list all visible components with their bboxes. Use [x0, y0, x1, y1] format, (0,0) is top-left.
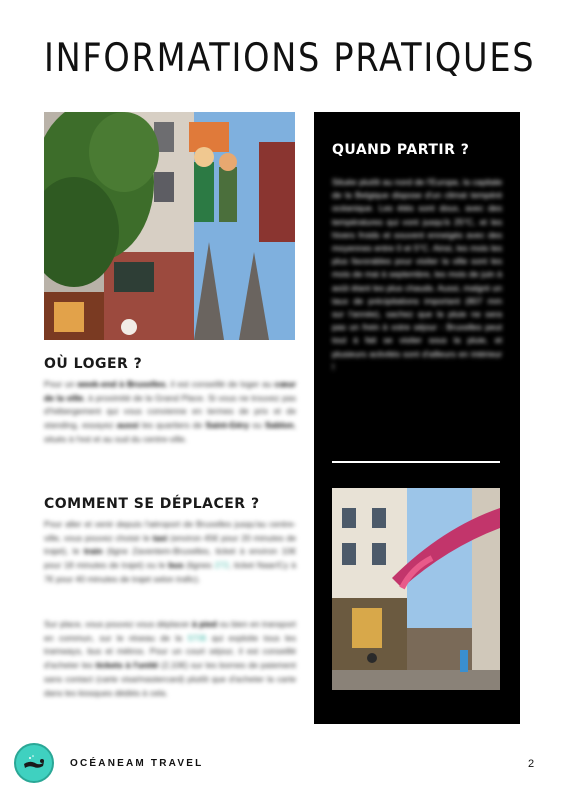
page-title: INFORMATIONS PRATIQUES	[44, 36, 536, 81]
deplacer-body-1: Pour aller et venir depuis l'aéroport de Bruxelles jusqu'au centre-ville, vous pouvez choisir le taxi (environ 45€ pour 20 minutes de trajet), le train (ligne Zaventem-Bruxelles, ticket à environ 10€ pour 18 minutes de trajet) ou le bus (lignes 272, ticket Naar/Cy à 7€ pour 40 minutes de trajet selon trafic).	[44, 519, 297, 584]
loger-body: Pour un week-end à Bruxelles, il est conseillé de loger au cœur de la ville, à proximité de la Grand Place. Si vous ne trouvez pas d'hébergement qui vous convienne en termes de prix et de standing, essayez aussi les quartiers de Saint-Géry ou Sablon, situés à l'est et au sud du centre-ville.	[44, 379, 296, 444]
heading-ou-loger: OÙ LOGER ?	[44, 356, 143, 372]
divider	[332, 461, 500, 463]
page-number: 2	[528, 758, 535, 770]
quand-partir-panel	[314, 112, 520, 724]
partir-body: Située plutôt au nord de l'Europe, la capitale de la Belgique dispose d'un climat tempéré océanique. Les étés sont doux, avec des températures qui vont jusqu'à 25°C, et les hivers froids et souvent enneigés avec des moyennes entre 0 et 5°C. Ainsi, les mois les plus favorables pour visiter la ville sont les mois de mai à septembre, les mois de juin à août étant les plus chauds. Aussi, malgré un taux de précipitations important (807 mm sur l'année), sachez que la pluie ne sera pas un frein à votre séjour : Bruxelles peut tout à fait se visiter sous la pluie, et plusieurs activités sont d'ailleurs en intérieur !	[332, 177, 502, 372]
brand-name: OCÉANEAM TRAVEL	[70, 758, 204, 769]
diver-logo-icon	[14, 743, 54, 783]
photo-street-garlands	[332, 488, 500, 690]
heading-quand-partir: QUAND PARTIR ?	[332, 142, 470, 158]
photo-comic-mural	[44, 112, 295, 340]
heading-comment-se-deplacer: COMMENT SE DÉPLACER ?	[44, 496, 260, 512]
deplacer-body-2: Sur place, vous pouvez vous déplacer à pied ou bien en transport en commun, sur le réseau de la STIB qui exploite tous les tramways, bus et métros. Pour un court séjour, il est conseillé d'acheter les tickets à l'unité (2,10€) sur les bornes de paiement sans contact (carte visa/mastercard) plutôt que d'acheter la carte dans les kiosques dédiés à cela.	[44, 619, 297, 698]
